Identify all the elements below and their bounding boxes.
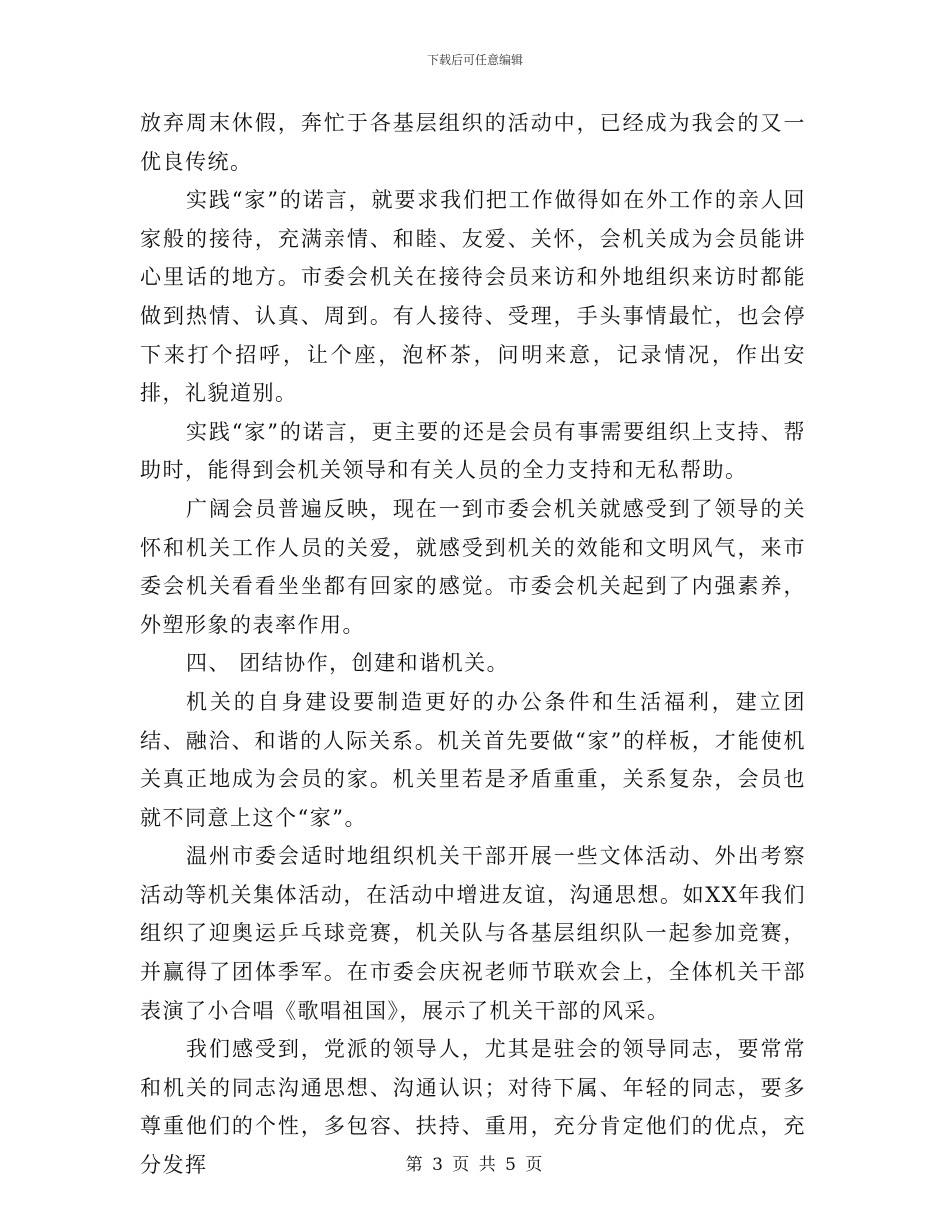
paragraph: 广阔会员普遍反映，现在一到市委会机关就感受到了领导的关怀和机关工作人员的关爱，就感受到机关的效能和文明风气，来市委会机关看看坐坐都有回家的感觉。市委会机关起到了内强素养，外塑形象的表率作用。: [140, 496, 806, 637]
page-number-footer: 第 3 页 共 5 页: [405, 1155, 545, 1175]
page-header: 下载后可任意编辑: [426, 53, 523, 67]
paragraph: 放弃周末休假，奔忙于各基层组织的活动中，已经成为我会的又一优良传统。: [140, 111, 806, 174]
paragraph: 温州市委会适时地组织机关干部开展一些文体活动、外出考察活动等机关集体活动，在活动中增进友谊，沟通思想。如XX年我们组织了迎奥运乒乓球竞赛，机关队与各基层组织队一起参加竞赛，并赢得了团体季军。在市委会庆祝老师节联欢会上，全体机关干部表演了小合唱《歌唱祖国》，展示了机关干部的风采。: [140, 844, 806, 1023]
document-body: [140, 104, 806, 1185]
paragraph: 我们感受到，党派的领导人，尤其是驻会的领导同志，要常常和机关的同志沟通思想、沟通认识；对待下属、年轻的同志，要多尊重他们的个性，多包容、扶持、重用，充分肯定他们的优点，充分发挥: [140, 1037, 806, 1178]
paragraph: 实践“家”的诺言，就要求我们把工作做得如在外工作的亲人回家般的接待，充满亲情、和睦、友爱、关怀，会机关成为会员能讲心里话的地方。市委会机关在接待会员来访和外地组织来访时都能做到热情、认真、周到。有人接待、受理，手头事情最忙，也会停下来打个招呼，让个座，泡杯茶，问明来意，记录情况，作出安排，礼貌道别。: [140, 188, 806, 406]
section-heading: 四、 团结协作，创建和谐机关。: [186, 651, 510, 676]
paragraph: 机关的自身建设要制造更好的办公条件和生活福利，建立团结、融洽、和谐的人际关系。机关首先要做“家”的样板，才能使机关真正地成为会员的家。机关里若是矛盾重重，关系复杂，会员也就不同意上这个“家”。: [140, 689, 806, 830]
paragraph: 实践“家”的诺言，更主要的还是会员有事需要组织上支持、帮助时，能得到会机关领导和有关人员的全力支持和无私帮助。: [140, 419, 806, 483]
